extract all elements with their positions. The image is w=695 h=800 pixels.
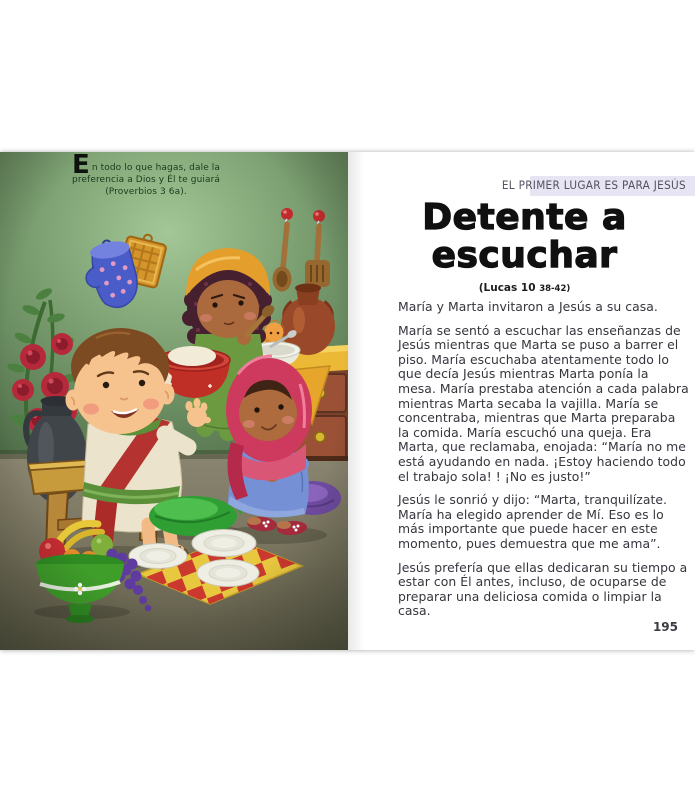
paragraph-1: María y Marta invitaron a Jesús a su casa. (398, 299, 658, 314)
illustration-page (0, 152, 348, 650)
verse-text-2: preferencia a Dios y Él te guiará (72, 175, 220, 185)
verse-text-1: n todo lo que hagas, dale la (91, 162, 221, 173)
title-line-2: escuchar (431, 235, 618, 276)
scripture-reference (354, 282, 695, 294)
verse-reference: (Proverbios 3 6a). (105, 186, 187, 197)
story-page (348, 152, 695, 650)
page-number: 195 (652, 620, 678, 634)
vignette (0, 152, 348, 650)
paragraph-3: Jesús le sonrió y dijo: “Marta, tranquilízate. María ha elegido aprender de Mí. Eso es lo más importante que puede hacer en este momento, pues demuestra que me ama”. (398, 492, 668, 551)
wall-verse (28, 152, 264, 198)
verse-dropcap: E (71, 152, 90, 180)
scripture-reference-verses: 38-42) (539, 284, 571, 294)
book-spread (0, 152, 695, 650)
bible-story-illustration (0, 152, 348, 650)
paragraph-4: Jesús prefería que ellas dedicaran su tiempo a estar con Él antes, incluso, de ocuparse de preparar una deliciosa comida o limpiar la casa. (398, 559, 688, 619)
title-line-1: Detente a (422, 197, 627, 238)
scripture-reference-book: (Lucas 10 (478, 282, 540, 294)
chapter-header-band (501, 176, 695, 196)
story-body (398, 300, 690, 628)
paragraph-2: María se sentó a escuchar las enseñanzas de Jesús mientras que Marta se puso a barrer el piso. María escuchaba atentamente todo lo que decía Jesús mientras Marta ponía la mesa. María prestaba atención a cada palabra mientras Marta secaba la vajilla. María se concentraba, mientras que Marta preparaba la comida. María escuchó una queja. Era Marta, que reclamaba, enojada: “María no me está ayudando en nada. ¡Estoy haciendo todo el trabajo sola! ! ¡No es justo!” (398, 322, 689, 484)
page-title (354, 199, 695, 275)
chapter-header: EL PRIMER LUGAR ES PARA JESÚS (501, 179, 686, 193)
